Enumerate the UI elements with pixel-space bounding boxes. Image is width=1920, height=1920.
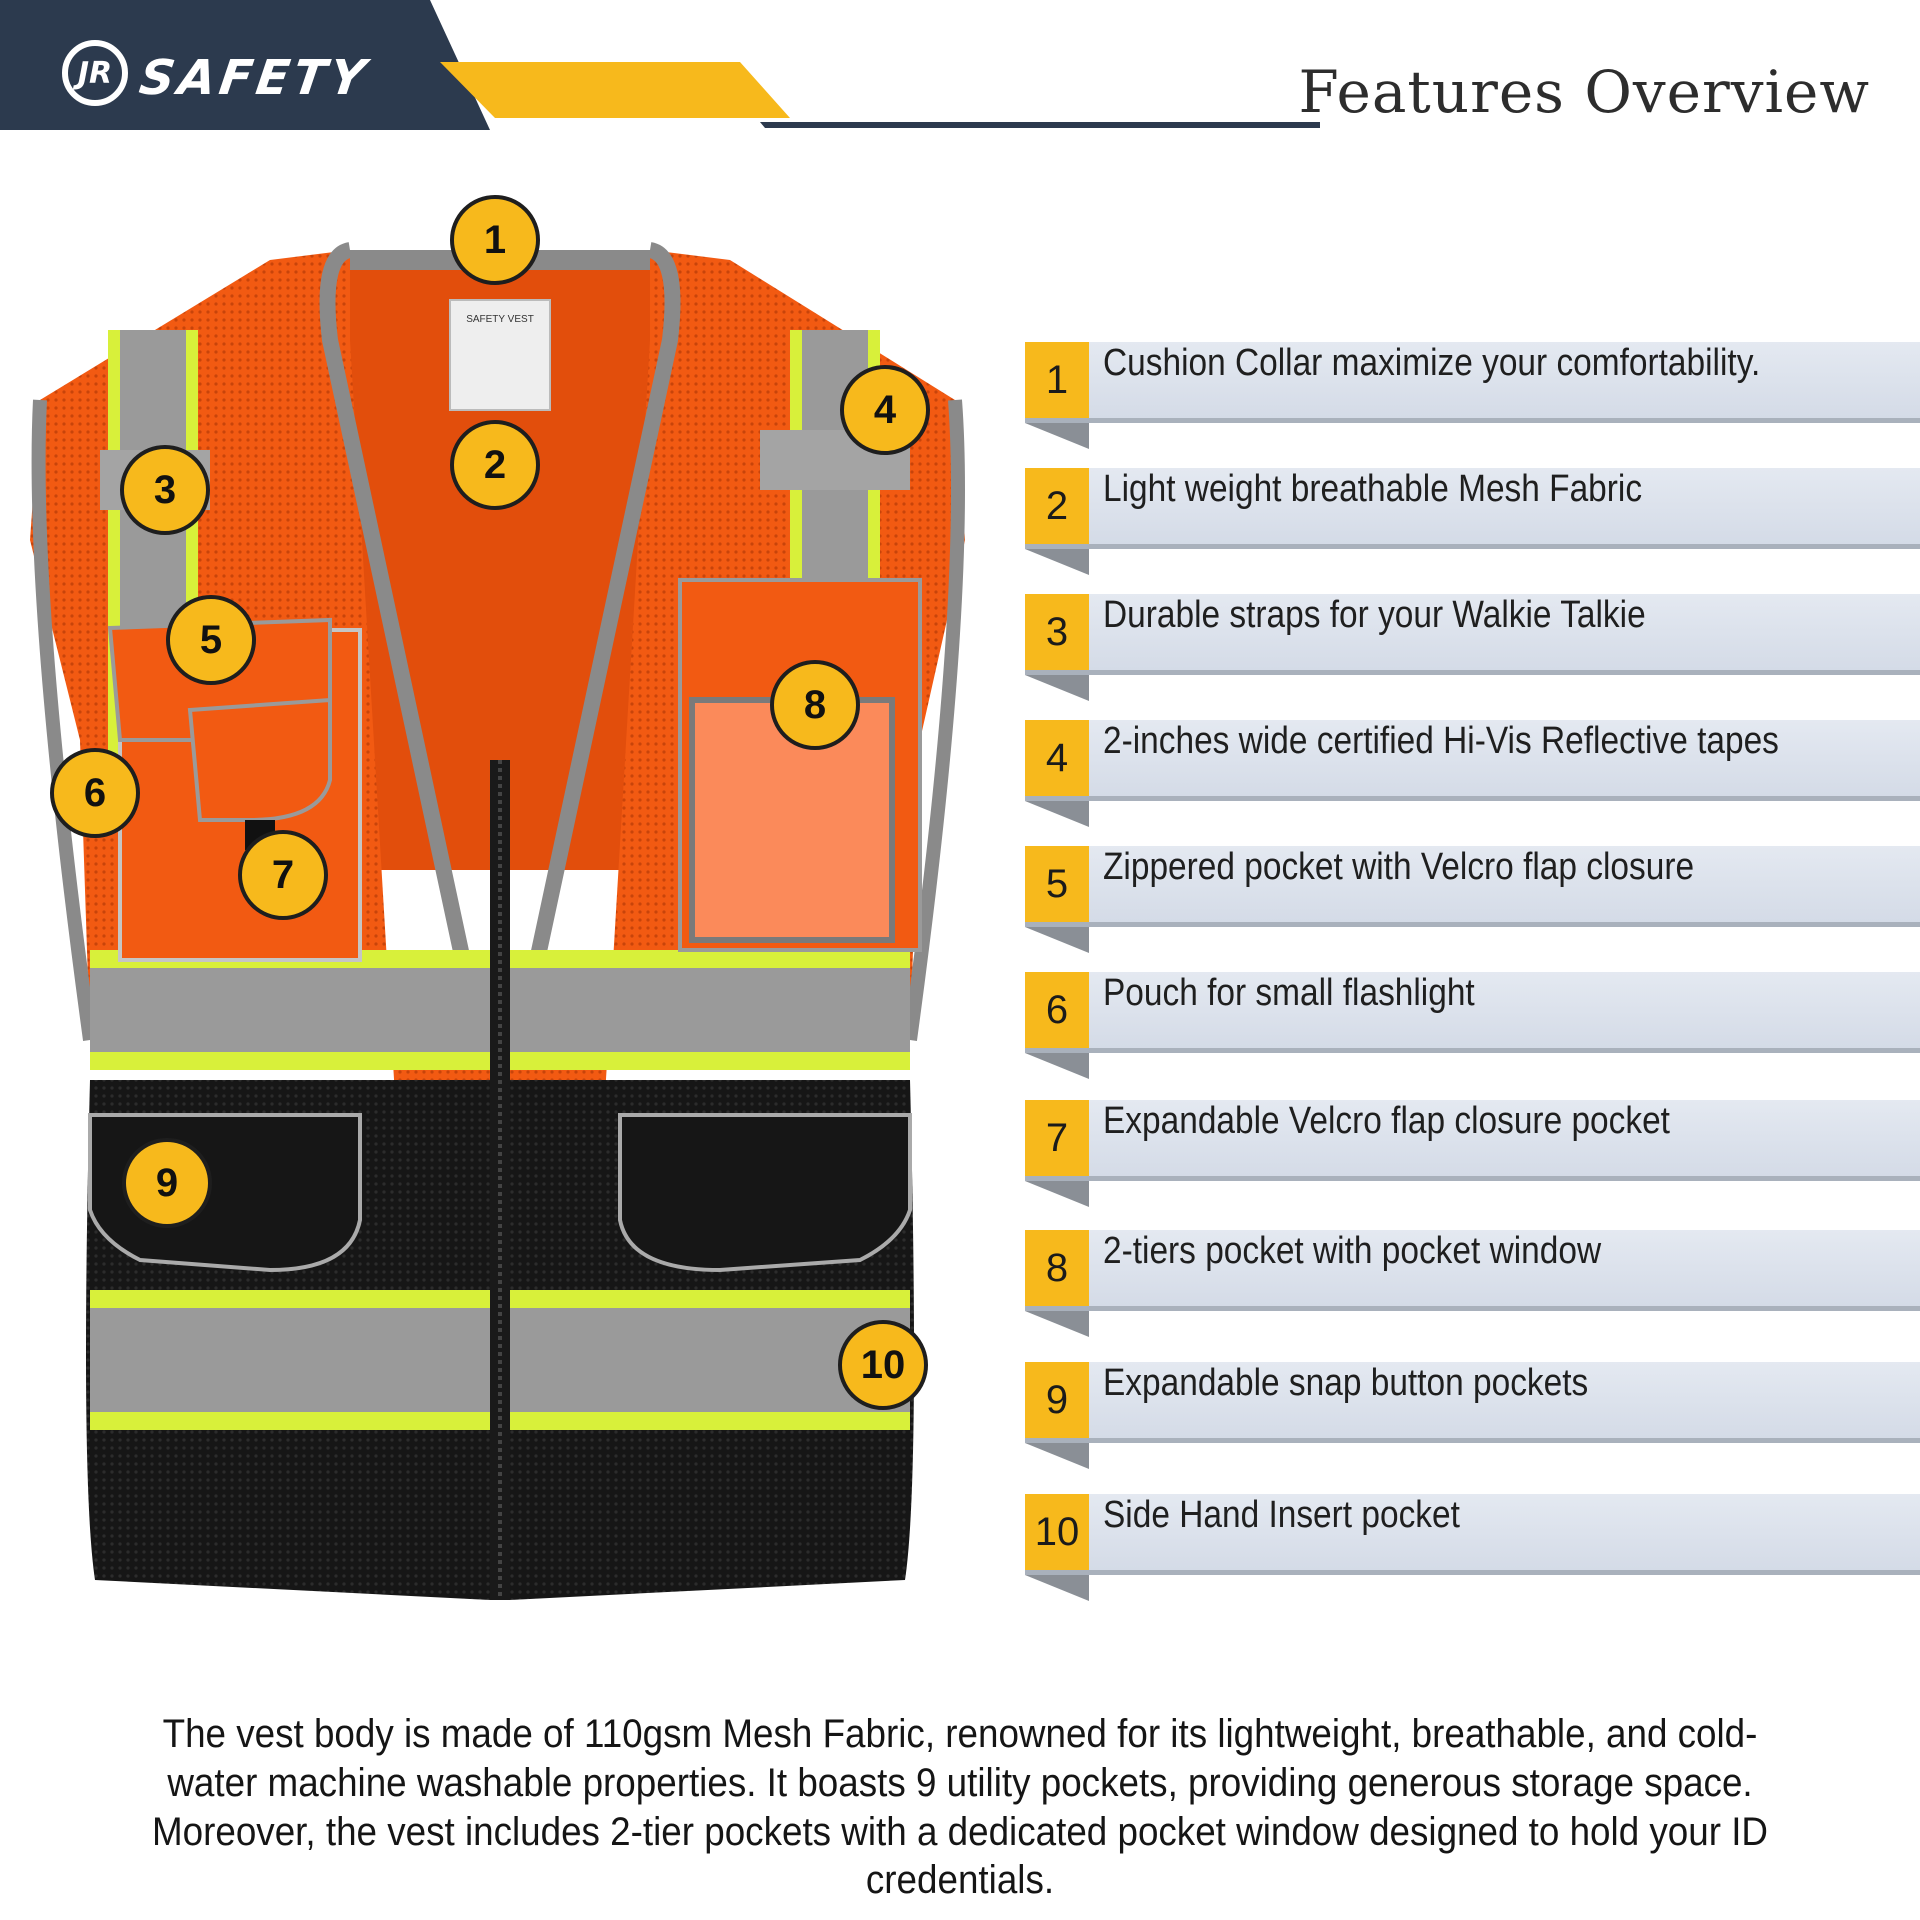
feature-label: 2-tiers pocket with pocket window — [1103, 1230, 1602, 1272]
feature-number: 9 — [1025, 1362, 1089, 1438]
feature-number: 1 — [1025, 342, 1089, 418]
feature-label: Pouch for small flashlight — [1103, 972, 1475, 1014]
feature-item-1 — [1025, 342, 1920, 462]
feature-number: 2 — [1025, 468, 1089, 544]
callout-badge-9: 9 — [122, 1138, 212, 1228]
callout-badge-6: 6 — [50, 748, 140, 838]
feature-label: Expandable Velcro flap closure pocket — [1103, 1100, 1670, 1142]
product-description: The vest body is made of 110gsm Mesh Fabric, renowned for its lightweight, breathable, and cold-water machine washable properties. It boasts 9 utility pockets, providing generous storage space. Moreover, the vest includes 2-tier pockets with a dedicated pocket window designed to hold your ID credentials. — [151, 1712, 1769, 1903]
feature-label: Zippered pocket with Velcro flap closure — [1103, 846, 1695, 888]
header-underline — [760, 122, 1320, 128]
feature-item-6 — [1025, 972, 1920, 1092]
page-title: Features Overview — [1298, 58, 1870, 126]
feature-item-9 — [1025, 1362, 1920, 1482]
vest-left-flap-lower — [190, 700, 330, 820]
feature-label: Cushion Collar maximize your comfortability. — [1103, 342, 1761, 384]
feature-item-3 — [1025, 594, 1920, 714]
callout-badge-8: 8 — [770, 660, 860, 750]
feature-item-4 — [1025, 720, 1920, 840]
feature-label: Expandable snap button pockets — [1103, 1362, 1589, 1404]
callout-badge-1: 1 — [450, 195, 540, 285]
feature-item-10 — [1025, 1494, 1920, 1614]
callout-badge-3: 3 — [120, 445, 210, 535]
feature-item-5 — [1025, 846, 1920, 966]
feature-number: 8 — [1025, 1230, 1089, 1306]
feature-label: Side Hand Insert pocket — [1103, 1494, 1460, 1536]
callout-badge-10: 10 — [838, 1320, 928, 1410]
feature-item-8 — [1025, 1230, 1920, 1350]
feature-number: 4 — [1025, 720, 1089, 796]
feature-number: 3 — [1025, 594, 1089, 670]
feature-label: Durable straps for your Walkie Talkie — [1103, 594, 1646, 636]
vest-illustration — [20, 180, 980, 1600]
brand-logo-icon: JR — [62, 40, 128, 106]
callout-badge-2: 2 — [450, 420, 540, 510]
header-banner — [0, 0, 1920, 140]
callout-badge-4: 4 — [840, 365, 930, 455]
header-yellow-stripe — [440, 62, 790, 118]
feature-item-2 — [1025, 468, 1920, 588]
brand-name: SAFETY — [136, 50, 373, 106]
feature-number: 10 — [1025, 1494, 1089, 1570]
feature-number: 7 — [1025, 1100, 1089, 1176]
callout-badge-5: 5 — [166, 595, 256, 685]
feature-label: Light weight breathable Mesh Fabric — [1103, 468, 1643, 510]
vest-tag-text: SAFETY VEST — [466, 314, 534, 325]
feature-item-7 — [1025, 1100, 1920, 1220]
vest-low-tape-left — [90, 1290, 490, 1430]
feature-number: 6 — [1025, 972, 1089, 1048]
feature-number: 5 — [1025, 846, 1089, 922]
feature-label: 2-inches wide certified Hi-Vis Reflective tapes — [1103, 720, 1779, 762]
callout-badge-7: 7 — [238, 830, 328, 920]
vest-drawing — [20, 180, 980, 1600]
vest-right-lower-flap — [620, 1115, 910, 1270]
